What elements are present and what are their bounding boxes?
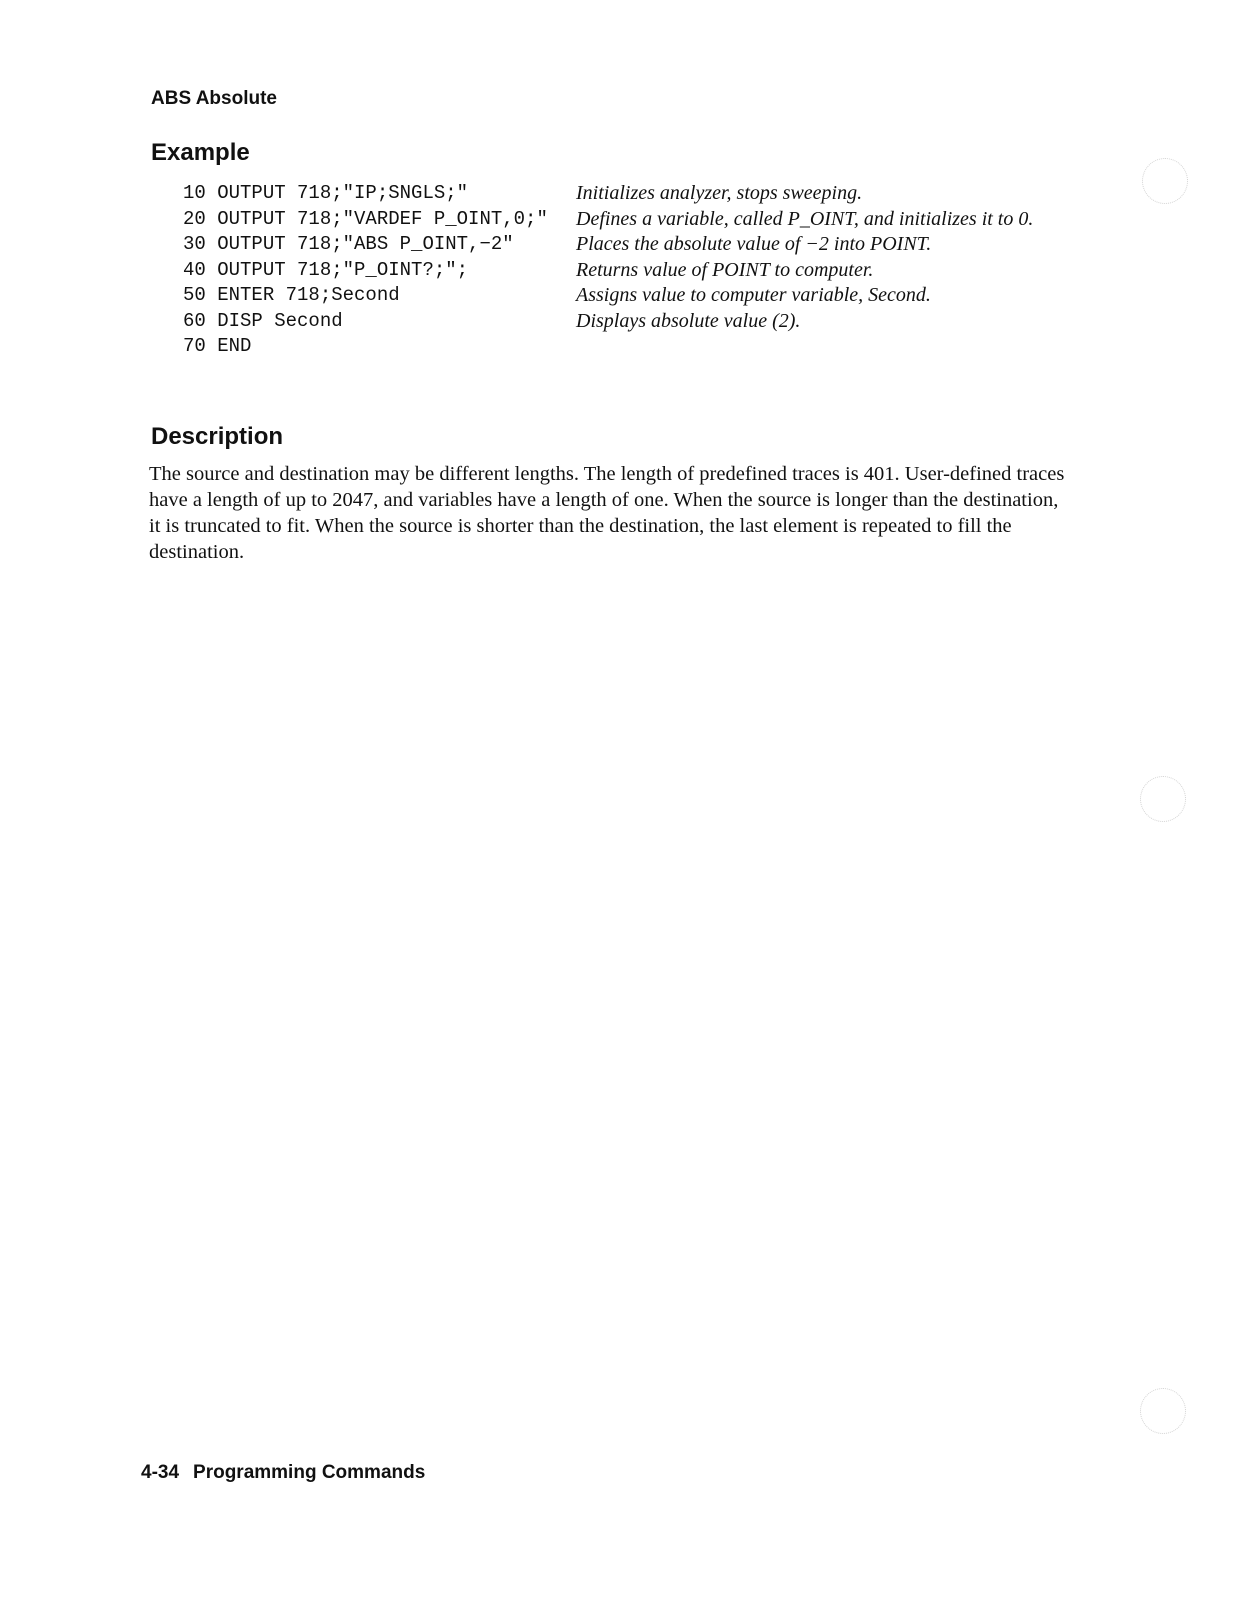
running-head: ABS Absolute — [151, 88, 277, 109]
description-heading: Description — [151, 423, 284, 450]
example-code-line: 10 OUTPUT 718;"IP;SNGLS;" — [183, 182, 469, 204]
example-row — [183, 283, 1083, 309]
example-code-line: 60 DISP Second — [183, 309, 343, 332]
example-comment: Defines a variable, called P_OINT, and initializes it to 0. — [576, 207, 1034, 230]
example-comment: Places the absolute value of −2 into POINT. — [576, 233, 932, 255]
example-comment: Returns value of POINT to computer. — [576, 258, 874, 281]
example-comment: Initializes analyzer, stops sweeping. — [576, 182, 863, 204]
example-row — [183, 309, 1083, 335]
example-row — [183, 207, 1083, 233]
example-row — [183, 232, 1083, 258]
punch-hole-bottom — [1140, 1388, 1186, 1434]
example-row — [183, 258, 1083, 284]
page-footer — [141, 1462, 425, 1484]
punch-hole-middle — [1140, 776, 1186, 822]
example-table — [183, 181, 1083, 360]
description-body: The source and destination may be different lengths. The length of predefined traces is 401. User-defined traces have a length of up to 2047, and variables have a length of one. When the source is longer than the destination, it is truncated to fit. When the source is shorter than the destination, the last element is repeated to fill the destination. — [149, 463, 1065, 563]
example-code-line: 30 OUTPUT 718;"ABS P_OINT,−2" — [183, 233, 514, 255]
example-row — [183, 334, 1083, 360]
example-heading: Example — [151, 139, 250, 166]
example-code-line: 50 ENTER 718;Second — [183, 284, 400, 306]
punch-hole-top — [1142, 158, 1188, 204]
page-number: 4-34 — [141, 1462, 180, 1483]
example-comment: Displays absolute value (2). — [576, 309, 801, 332]
example-code-line: 20 OUTPUT 718;"VARDEF P_OINT,0;" — [183, 207, 548, 230]
example-code-line: 40 OUTPUT 718;"P_OINT?;"; — [183, 258, 469, 281]
footer-section-title: Programming Commands — [193, 1462, 426, 1483]
example-code-line: 70 END — [183, 335, 252, 357]
example-comment: Assigns value to computer variable, Second. — [576, 284, 931, 306]
example-row — [183, 181, 1083, 207]
